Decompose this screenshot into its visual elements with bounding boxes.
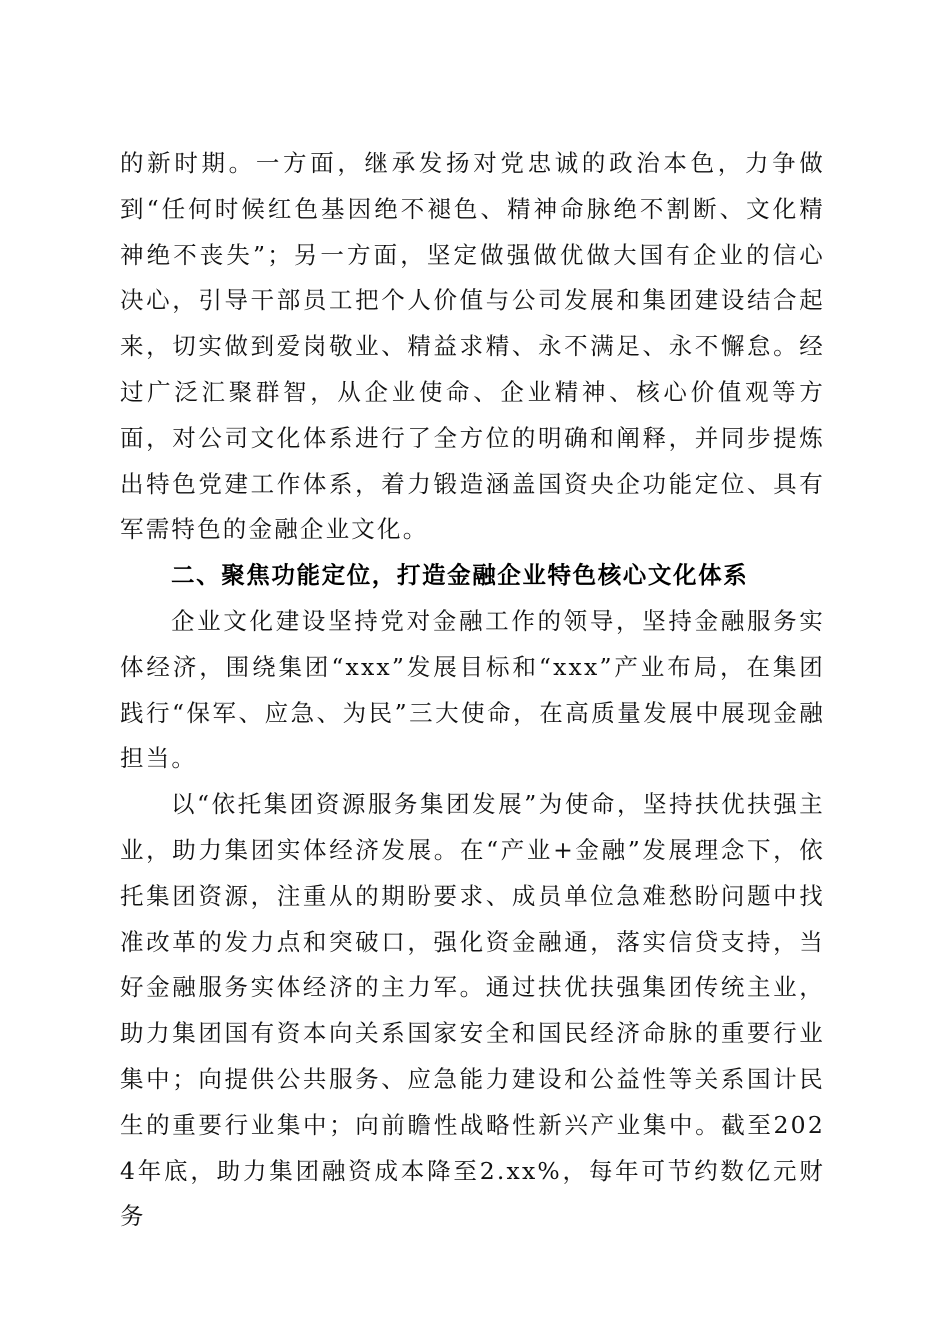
paragraph-mission: 以“依托集团资源服务集团发展”为使命，坚持扶优扶强主业，助力集团实体经济发展。在“产业+金融”发展理念下，依托集团资源，注重从的期盼要求、成员单位急难愁盼问题中找准改革的发力点和突破口，强化资金融通，落实信贷支持，当好金融服务实体经济的主力军。通过扶优扶强集团传统主业，助力集团国有资本向关系国家安全和国民经济命脉的重要行业集中；向提供公共服务、应急能力建设和公益性等关系国计民生的重要行业集中；向前瞻性战略性新兴产业集中。截至2024年底，助力集团融资成本降至2.xx%，每年可节约数亿元财务 bbox=[120, 790, 825, 1231]
paragraph-culture-construction: 企业文化建设坚持党对金融工作的领导，坚持金融服务实体经济，围绕集团“xxx”发展目标和“xxx”产业布局，在集团践行“保军、应急、为民”三大使命，在高质量发展中展现金融担当。 bbox=[120, 606, 825, 773]
paragraph-continued: 的新时期。一方面，继承发扬对党忠诚的政治本色，力争做到“任何时候红色基因绝不褪色、精神命脉绝不割断、文化精神绝不丧失”；另一方面，坚定做强做优做大国有企业的信心决心，引导干部员工把个人价值与公司发展和集团建设结合起来，切实做到爱岗敬业、精益求精、永不满足、永不懈怠。经过广泛汇聚群智，从企业使命、企业精神、核心价值观等方面，对公司文化体系进行了全方位的明确和阐释，并同步提炼出特色党建工作体系，着力锻造涵盖国资央企功能定位、具有军需特色的金融企业文化。 bbox=[120, 149, 825, 544]
document-body bbox=[120, 141, 825, 1240]
section-heading-2: 二、聚焦功能定位，打造金融企业特色核心文化体系 bbox=[171, 561, 749, 590]
